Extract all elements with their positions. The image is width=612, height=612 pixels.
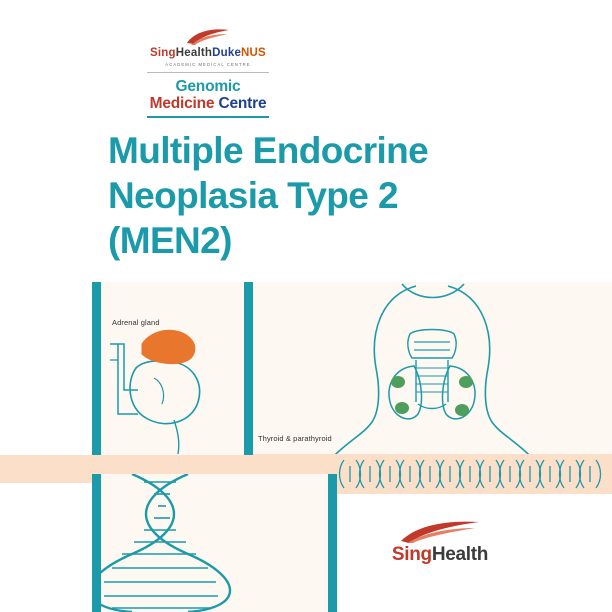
adrenal-panel-left-accent-bar <box>92 282 101 455</box>
logo-health: Health <box>175 47 213 59</box>
organisation-logo <box>143 28 273 118</box>
singhealth-swoosh-icon <box>385 520 495 544</box>
gmc-line2-word1: Medicine <box>149 94 215 112</box>
page-title-line-3: (MEN2) <box>108 220 232 262</box>
dna-panel-right-accent-bar <box>328 474 337 612</box>
gmc-line1: Genomic <box>175 77 241 95</box>
logo-subtitle: ACADEMIC MEDICAL CENTRE <box>165 61 251 67</box>
logo-accent-underline <box>147 116 269 118</box>
page-title-line-1: Multiple Endocrine <box>108 130 429 171</box>
logo-sing: Sing <box>150 47 176 59</box>
page-title-line-2: Neoplasia Type 2 <box>108 175 398 217</box>
footer-singhealth-logo <box>385 520 495 564</box>
cover-illustration-collage <box>0 282 612 612</box>
gmc-line2-word2: Centre <box>218 94 267 112</box>
adrenal-panel <box>92 282 253 455</box>
footer-wordmark <box>385 545 495 564</box>
dna-double-helix-illustration <box>92 474 337 612</box>
dna-panel <box>92 474 337 612</box>
page-title <box>108 128 538 263</box>
logo-duke: Duke <box>212 47 242 59</box>
adrenal-gland-illustration <box>92 282 253 455</box>
footer-health: Health <box>431 544 489 565</box>
thyroid-caption: Thyroid & parathyroid <box>258 434 332 443</box>
adrenal-panel-right-accent-bar <box>244 282 253 455</box>
logo-wordmark <box>143 48 273 60</box>
logo-divider <box>147 72 269 73</box>
genomic-medicine-centre-name <box>143 78 273 113</box>
adrenal-caption: Adrenal gland <box>112 318 160 327</box>
footer-sing: Sing <box>391 544 432 565</box>
logo-nus: NUS <box>241 47 266 59</box>
dna-panel-left-accent-bar <box>92 474 101 612</box>
singhealth-swoosh-icon <box>143 28 273 46</box>
